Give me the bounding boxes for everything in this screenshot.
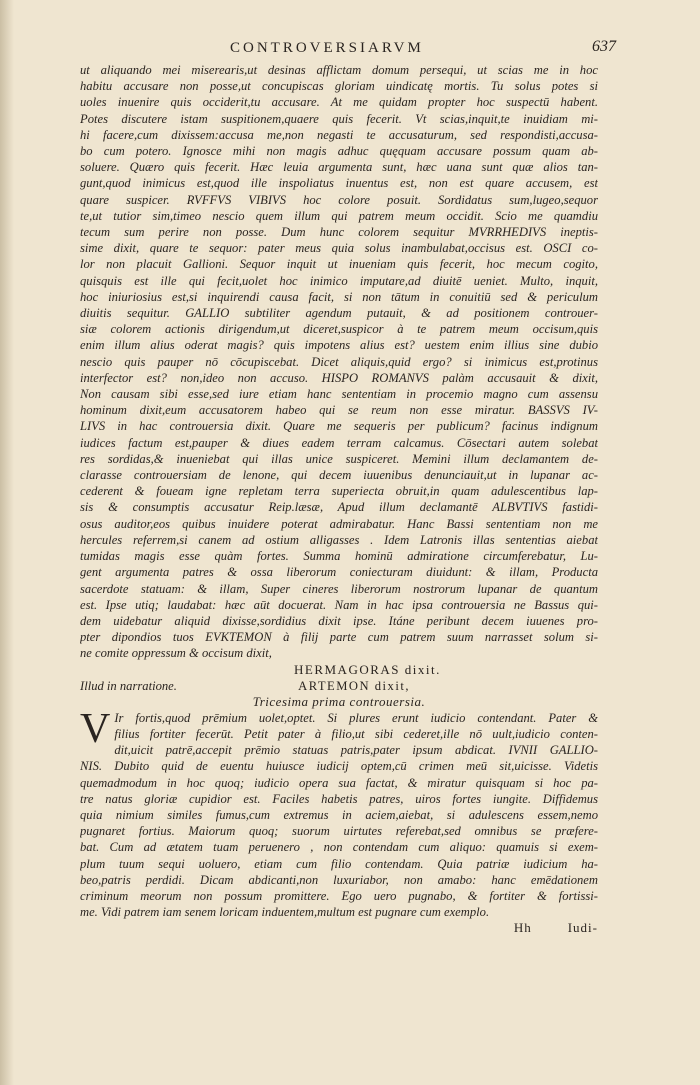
page-gutter-shadow [0,0,14,1085]
text-block [80,62,598,936]
section-title: Tricesima prima controuersia. [252,693,426,709]
body-text-line: quare suspicer. RVFFVS VIBIVS hoc colore posuit. Sordidatus sum,lugeo,sequor [80,192,598,207]
body-text-line: criminum meorum non possum promittere. Ego uero pugnabo, & fortiter & fortissi- [80,888,598,903]
body-text-line: beo,patris perdidi. Dicam abdicanti,non luxuriabor, non amabo: hanc emēdationem [80,872,598,887]
drop-cap-initial: V [80,705,111,752]
body-text-line: iudices factum est,pauper & diues eadem terram calcamus. Cōsectari autem solebat [80,435,598,450]
body-text-line: hi facere,cum dixissem:accusa me,non negasti te accusaturum, sed respondisti,accusa- [80,127,598,142]
body-text-line: diuitis sequitur. GALLIO subtiliter agendum putauit, & ad positionem controuer- [80,306,598,321]
body-text-line: LIVS in hac controuersia dixit. Quare me sequeris per publicum? facinus indignum [80,419,598,434]
second-paragraph-lines [80,705,598,921]
body-text-line: gunt,quod inimicus est,quod ille inspoliatus inuentus est, non est quare accusem, est [80,176,598,191]
body-text-line: sime dixit, quare te sequor: pater meus quia solus inambulabat,occisus est. OSCI co- [80,241,598,256]
body-text-line: ne comite oppressum & occisum dixit, [80,646,272,661]
body-text-line: habitu accusare non posse,ut concupiscas gloriam uindicatę mortis. Tu solus potes si [80,79,598,94]
body-text-line: uoles inuenire quis occiderit,tu accusare. At me quidam propter hoc suspectū habent. [80,95,598,110]
body-text-line: dem uidebatur aliquid dixisse,sordidius dixit ipse. Itáne peribunt decem iuuenes pro- [80,613,598,628]
body-text-line: hercules referrem,si canem ad ostium alligasses . Idem Latronis illas sententias aiebat [80,532,598,547]
speaker-artemon: ARTEMON dixit, [298,678,410,693]
body-text-line: lor non placuit Gallioni. Sequor inquit ut inueniam quis fecerit, hoc mecum cogito, [80,257,598,272]
body-text-line: sis & consumptis accusatur Reip.læsæ, Apud illum declamantē ALBVTIVS fastidi- [80,500,598,515]
body-text-line: sacerdote statuam: & illam, Super cineres liberorum nostrorum lupanar de quantum [80,581,598,596]
body-text-line: nescio quis pauper nō cōcupiscebat. Dicet aliquis,quid ergo? si inimicus est,protinus [80,354,598,369]
body-text-line: NIS. Dubito quid de euentu huiusce iudicij optem,cū crimen meū sit,uicisse. Videtis [80,759,598,774]
body-text-line: res sordidas,& inueniebat qui illas unice suspiceret. Memini illum declamantem de- [80,451,598,466]
body-text-line: Non causam sibi esse,sed iure etiam hanc sententiam in procemio magno cum assensu [80,387,598,402]
body-text-line: pter dipondios tuos EVKTEMON à filij parte cum patrem suum narrasset solum si- [80,630,598,645]
body-text-line: ut aliquando mei miserearis,ut desinas afflictam domum persequi, ut scias me in hoc [80,63,598,77]
narration-label: Illud in narratione. [80,678,177,693]
body-text-line: quia nimium similes fumus,cum extremus in aciem,aiebat, si adulescens essem,nemo [80,807,598,822]
body-text-line: me. Vidi patrem iam senem loricam induentem,multum est pugnare cum exemplo. [80,905,490,920]
body-text-line: bat. Cum ad ætatem tuam peruenero , non contendam cum aliquo: quamuis si exem- [80,840,598,855]
running-head: CONTROVERSIARVM [230,40,424,56]
body-text-line: soluere. Quæro quis fecerit. Hæc leuia argumenta sunt, hæc uana sunt quæ alios tan- [80,160,598,175]
body-text-line: tumidas magis esse quàm fortes. Summa hominū admiratione circumferebatur, Lu- [80,549,598,564]
speaker-hermagoras: HERMAGORAS dixit. [294,661,441,677]
body-text-line: hominum dixit,eum accusatorem habeo qui se reum non esse miratur. BASSVS IV- [80,403,598,418]
first-paragraph [80,62,598,662]
body-text-line: pugnaret fortius. Maiorum quoq; suorum uirtutes referebat,sed omnibus se præfere- [80,824,598,839]
body-text-line: Ir fortis,quod prēmium uolet,optet. Si plures erunt iudicio contendant. Pater & [114,710,598,725]
narration-line [80,678,598,694]
body-text-line: clarasse controuersiam de lenone, qui decem iuuenibus denunciauit,ut in lupanar ac- [80,468,598,483]
body-text-line: cederent & foueam igne repletam terra superiecta obruit,in quam adulescentibus lap- [80,484,598,499]
page-footer [80,920,598,936]
body-text-line: Potes discutere istam suspitionem,quaere quis fecerit. Vt scias,inquit,te inuidiam mi- [80,111,598,126]
body-text-line: interfector est? non,ideo non accuso. HISPO ROMANVS palàm accusauit & dixit, [80,370,598,385]
body-text-line: te,ut tutior sim,timeo nescio quem illum qui patrem meum occidit. Scio me quamdiu [80,208,598,223]
body-text-line: bo cum potero. Ignosce mihi non magis adhuc quęquam accusare possum quam ab- [80,144,598,159]
body-text-line: tecum sum perire non posse. Dum hunc colorem sequitur MVRRHEDIVS ineptis- [80,225,598,240]
page-number: 637 [592,38,616,55]
body-text-line: est. Ipse utiq; laudabat: hæc aūt docuerat. Nam in hac ipsa controuersia ne Bassus qui- [80,597,598,612]
body-text-line: enim illum alius oderat magis? quis impotens alius est? uestem enim illius sine dubio [80,338,598,353]
body-text-line: dit,uicit patrē,accepit prēmio statuas patris,pater ipsum abdicat. IVNII GALLIO- [114,743,598,758]
body-text-line: osus auditor,eos quibus inuidere poterat admirabatur. Hanc Bassi sententiam non me [80,516,598,531]
body-text-line: gent argumenta patres & ossa liberorum coniecturam diuidunt: & illam, Producta [80,565,598,580]
catchword: Iudi- [567,920,598,936]
body-text-line: quemadmodum in hoc quoq; iudicio opera sua factat, & miratur quisquam si hoc pa- [80,775,598,790]
body-text-line: plum tuum sequi uoluero, etiam cum filio contendam. Quia patriæ iudicium ha- [80,856,598,871]
body-text-line: tre natus gloriæ cupidior est. Faciles habetis patres, uiros fortes iungite. Diffidemus [80,791,598,806]
second-paragraph [80,705,598,921]
body-text-line: hoc iniuriosius est,si inquirendi causa facit, si non tātum in conuitiū sed & periculum [80,289,598,304]
body-text-line: siæ colorem actionis dirigendum,ut diceret,suspicor à te patrem meum occisum,quis [80,322,598,337]
body-text-line: filius fortiter fecerūt. Petit pater à filio,ut sibi cederet,ille nō uult,iudicio conten- [114,726,598,741]
signature-mark: Hh [513,920,532,936]
body-text-line: quisquis est ille qui fecit,uolet hoc inimico imputare,ad diuitē ueniet. Multo, inquit, [80,273,598,288]
